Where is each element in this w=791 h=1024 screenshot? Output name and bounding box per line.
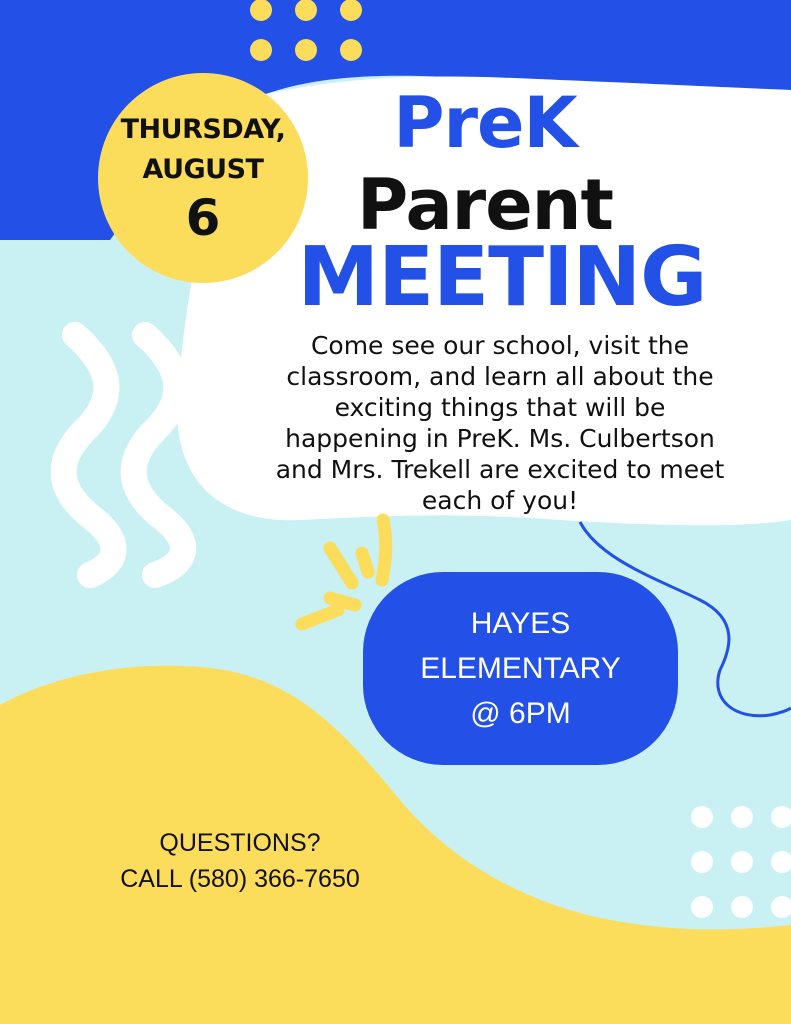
date-day: 6 [185, 189, 221, 247]
title-parent: Parent [357, 164, 613, 246]
location-school-type: ELEMENTARY [420, 652, 621, 685]
description-line: classroom, and learn all about the [286, 362, 714, 391]
description-line: happening in PreK. Ms. Culbertson [285, 424, 715, 453]
date-badge [98, 73, 308, 283]
title-prek: PreK [393, 82, 577, 164]
yellow-sparkle-burst [302, 520, 386, 624]
description-line: exciting things that will be [334, 393, 666, 422]
event-description [255, 330, 745, 516]
contact-info [60, 825, 420, 897]
white-squiggles [64, 335, 183, 575]
dot-grid-bottom-right [691, 806, 791, 918]
location-time: @ 6PM [470, 697, 571, 730]
description-line: and Mrs. Trekell are excited to meet [275, 455, 725, 484]
description-line: each of you! [421, 486, 579, 515]
location-badge [363, 572, 678, 765]
date-month: AUGUST [142, 154, 264, 185]
title-meeting: MEETING [297, 230, 707, 325]
location-school: HAYES [470, 607, 571, 640]
date-weekday: THURSDAY, [120, 114, 286, 145]
phone-number[interactable]: CALL (580) 366-7650 [120, 865, 360, 893]
questions-label: QUESTIONS? [159, 829, 321, 857]
description-line: Come see our school, visit the [310, 331, 690, 360]
